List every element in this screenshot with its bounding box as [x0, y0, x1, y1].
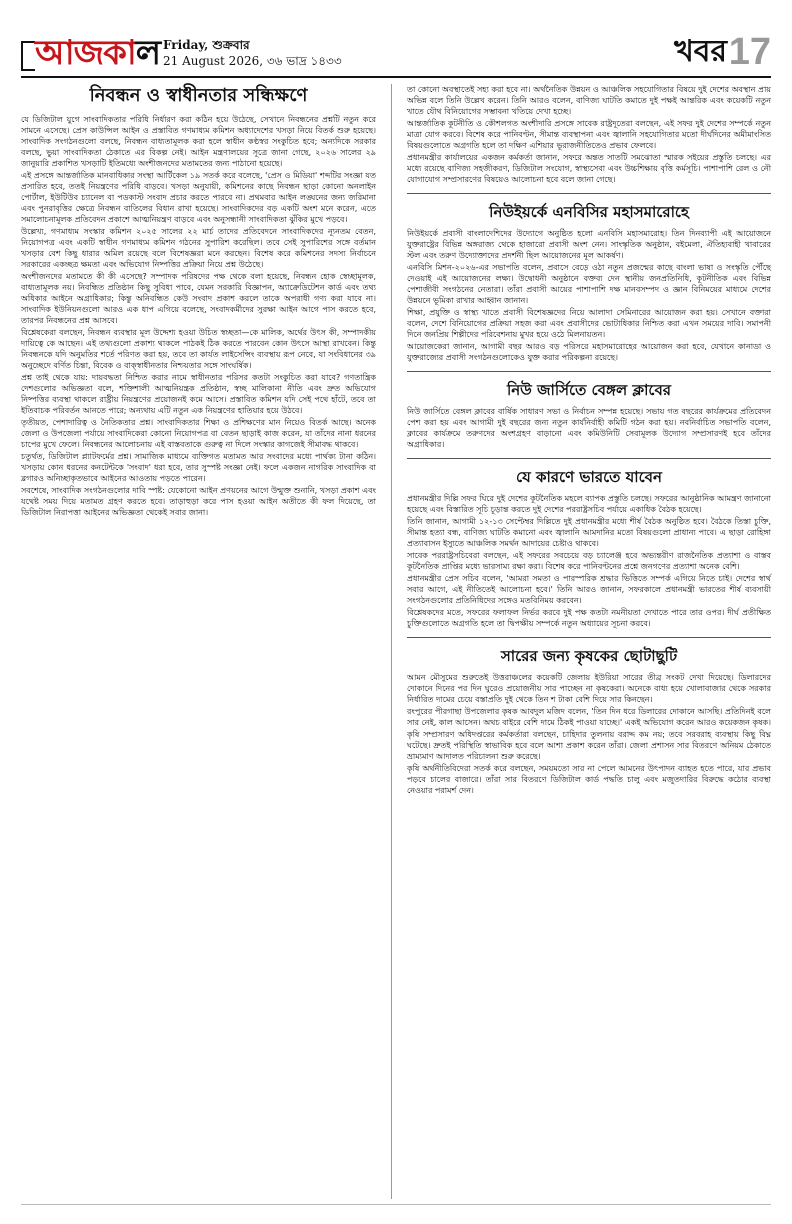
article-paragraph: উল্লেখ্য, গণমাধ্যম সংস্কার কমিশন ২০২৫ সালের ২২ মার্চ তাদের প্রতিবেদনে সাংবাদিকদের ন্যূনতম বেতন, নিয়োগপত্র এবং একটি স্বাধীন গণমাধ্যম কমিশন গঠনের সুপারিশ করেছিল। তবে সেই সুপারিশের সঙ্গে বর্তমান খসড়ার বেশ কিছু ধারার অমিল রয়েছে বলে বিশেষজ্ঞরা মনে করছেন। বিশেষ করে কমিশনের সদস্য নির্বাচনে সরকারের একচ্ছত্র ক্ষমতা এবং অভিযোগ নিষ্পত্তির প্রক্রিয়া নিয়ে প্রশ্ন উঠেছে। — [21, 227, 376, 269]
logo-text: আজকাল — [35, 33, 161, 73]
article-body — [407, 228, 771, 363]
article-paragraph: সবশেষে, সাংবাদিক সংগঠনগুলোর দাবি স্পষ্ট: যেকোনো আইন প্রণয়নের আগে উন্মুক্ত শুনানি, খসড়া প্রকাশ এবং যথেষ্ট সময় দিয়ে মতামত গ্রহণ করতে হবে। তাড়াহুড়া করে পাস হওয়া আইন অতীতে কী ফল দিয়েছে, তা ডিজিটাল নিরাপত্তা আইনের অভিজ্ঞতা থেকেই সবার জানা। — [21, 486, 376, 517]
logo-frame — [21, 41, 35, 71]
article-paragraph: বিশ্লেষকেরা বলছেন, নিবন্ধন ব্যবস্থার মূল উদ্দেশ্য হওয়া উচিত স্বচ্ছতা—কে মালিক, অর্থের উৎস কী, সম্পাদকীয় দায়িত্বে কে আছেন। এই তথ্যগুলো প্রকাশ্য থাকলে পাঠকই ঠিক করতে পারবেন কোন উৎসে আস্থা রাখবেন। কিন্তু নিবন্ধনকে যদি অনুমতির শর্তে পরিণত করা হয়, তবে তা কার্যত লাইসেন্সিং ব্যবস্থায় রূপ নেবে, যা সংবিধানের ৩৯ অনুচ্ছেদে বর্ণিত চিন্তা, বিবেক ও বাক্‌স্বাধীনতার নিশ্চয়তার সঙ্গে সাংঘর্ষিক। — [21, 328, 376, 370]
issue-day: Friday, শুক্রবার — [163, 38, 250, 52]
article-paragraph: নিউইয়র্কে প্রবাসী বাংলাদেশিদের উদ্যোগে অনুষ্ঠিত হলো এনবিসি মহাসমারোহ। তিন দিনব্যাপী এই আয়োজনে যুক্তরাষ্ট্রের বিভিন্ন অঙ্গরাজ্য থেকে হাজারো প্রবাসী অংশ নেন। সাংস্কৃতিক অনুষ্ঠান, বইমেলা, ঐতিহ্যবাহী খাবারের স্টল এবং তরুণ উদ্যোক্তাদের প্রদর্শনী ছিল আয়োজনের মূল আকর্ষণ। — [407, 229, 771, 260]
article-headline[interactable]: যে কারণে ভারতে যাবেন — [516, 468, 662, 486]
dateline — [163, 37, 342, 69]
article-body — [407, 493, 771, 629]
article-headline[interactable]: নিউ জার্সিতে বেঙ্গল ক্লাবের — [506, 381, 672, 399]
article-paragraph: তৃতীয়ত, পেশাদারিত্ব ও নৈতিকতার প্রশ্ন। সাংবাদিকতার শিক্ষা ও প্রশিক্ষণের মান নিয়েও বিতর্ক আছে। অনেক জেলা ও উপজেলা পর্যায়ে সাংবাদিকেরা কোনো নিয়োগপত্র বা বেতন ছাড়াই কাজ করেন, যা তাঁদের নানা ধরনের চাপের মুখে ফেলে। নিবন্ধনের আলোচনায় এই বাস্তবতাকে গুরুত্ব না দিলে সংস্কার কাগজেই সীমাবদ্ধ থাকবে। — [21, 418, 376, 449]
article-paragraph: এই প্রসঙ্গে আন্তর্জাতিক মানবাধিকার সংস্থা আর্টিকেল ১৯ সতর্ক করে বলেছে, 'প্রেস ও মিডিয়া' শব্দটির সংজ্ঞা যত প্রসারিত হবে, ততই নিয়ন্ত্রণের পরিধি বাড়বে। খসড়া অনুযায়ী, কমিশনের কাছে নিবন্ধন ছাড়া কোনো অনলাইন পোর্টাল, ইউটিউব চ্যানেল বা পডকাস্ট সংবাদ প্রচার করতে পারবে না। প্রথমবার আইন লঙ্ঘনের জন্য জরিমানা এবং পুনরাবৃত্তির ক্ষেত্রে নিবন্ধন বাতিলের বিধান রাখা হয়েছে। সাংবাদিকদের বড় একটি অংশ মনে করেন, এতে সমালোচনামূলক প্রতিবেদন প্রকাশে আত্মনিয়ন্ত্রণ বাড়বে এবং অনুসন্ধানী সাংবাদিকতা ঝুঁকির মুখে পড়বে। — [21, 171, 376, 224]
article-body — [21, 114, 376, 518]
section-rule — [407, 193, 771, 194]
article-paragraph: আন্তর্জাতিক কূটনীতি ও কৌশলগত অংশীদারি প্রসঙ্গে সাবেক রাষ্ট্রদূতেরা বলছেন, এই সফর দুই দেশের সম্পর্কে নতুন মাত্রা যোগ করবে। বিশেষ করে পানিবণ্টন, সীমান্ত ব্যবস্থাপনা এবং জ্বালানি সহযোগিতার মতো দীর্ঘদিনের অমীমাংসিত বিষয়গুলোতে অগ্রগতি হলে তা দক্ষিণ এশিয়ার ভূরাজনীতিতেও প্রভাব ফেলবে। — [407, 119, 771, 150]
article-paragraph: আমন মৌসুমের শুরুতেই উত্তরাঞ্চলের কয়েকটি জেলায় ইউরিয়া সারের তীব্র সংকট দেখা দিয়েছে। ডিলারদের দোকানে দিনের পর দিন ঘুরেও প্রয়োজনীয় সার পাচ্ছেন না কৃষকেরা। অনেকে বাধ্য হয়ে খোলাবাজার থেকে সরকার নির্ধারিত দামের চেয়ে বস্তাপ্রতি দুই থেকে তিন শ টাকা বেশি দিয়ে সার কিনছেন। — [407, 673, 771, 704]
article-paragraph: কৃষি অর্থনীতিবিদেরা সতর্ক করে বলছেন, সময়মতো সার না পেলে আমনের উৎপাদন ব্যাহত হতে পারে, যার প্রভাব পড়বে চালের বাজারে। তাঁরা সার বিতরণে ডিজিটাল কার্ড পদ্ধতি চালু এবং মজুতদারির বিরুদ্ধে কঠোর ব্যবস্থা নেওয়ার পরামর্শ দেন। — [407, 764, 771, 795]
masthead-rule — [21, 76, 771, 78]
article-paragraph: তিনি জানান, আগামী ১২-১৩ সেপ্টেম্বর দিল্লিতে দুই প্রধানমন্ত্রীর মধ্যে শীর্ষ বৈঠক অনুষ্ঠিত হবে। বৈঠকে তিস্তা চুক্তি, সীমান্ত হত্যা বন্ধ, বাণিজ্য ঘাটতি কমানো এবং জ্বালানি আমদানির মতো বিষয়গুলো প্রাধান্য পাবে। এ ছাড়া রোহিঙ্গা প্রত্যাবাসন ইস্যুতে আঞ্চলিক সমর্থন আদায়ের চেষ্টাও থাকবে। — [407, 517, 771, 548]
article-headline[interactable]: সারের জন্য কৃষকের ছোটাছুটি — [500, 647, 678, 665]
article-paragraph: অংশীজনদের মতামতে কী কী এসেছে? সম্পাদক পরিষদের পক্ষ থেকে বলা হয়েছে, নিবন্ধন হোক স্বেচ্ছামূলক, বাধ্যতামূলক নয়। নিবন্ধিত প্রতিষ্ঠান কিছু সুবিধা পাবে, যেমন সরকারি বিজ্ঞাপন, অ্যাক্রেডিটেশন কার্ড এবং তথ্য অধিকার আইনে অগ্রাধিকার; কিন্তু অনিবন্ধিত কেউ সংবাদ প্রকাশ করলে তাকে অপরাধী গণ্য করা যাবে না। সাংবাদিক ইউনিয়নগুলো আরও এক ধাপ এগিয়ে বলেছে, সংবাদকর্মীদের সুরক্ষা আইন আগে পাস করতে হবে, তারপর নিবন্ধনের প্রশ্ন আসবে। — [21, 272, 376, 325]
article-paragraph: বিশ্লেষকদের মতে, সফরের ফলাফল নির্ভর করবে দুই পক্ষ কতটা নমনীয়তা দেখাতে পারে তার ওপর। দীর্ঘ প্রতীক্ষিত চুক্তিগুলোতে অগ্রগতি হলে তা দ্বিপক্ষীয় সম্পর্কে নতুন অধ্যায়ের সূচনা করবে। — [407, 608, 771, 628]
article-paragraph: শিক্ষা, প্রযুক্তি ও স্বাস্থ্য খাতে প্রবাসী বিশেষজ্ঞদের নিয়ে আলাদা সেমিনারের আয়োজন করা হয়। সেখানে বক্তারা বলেন, দেশে বিনিয়োগের প্রক্রিয়া সহজ করা এবং প্রবাসীদের ভোটাধিকার নিশ্চিত করা এখন সময়ের দাবি। সমাপনী দিনে জনপ্রিয় শিল্পীদের পরিবেশনায় মুখর হয়ে ওঠে মিলনায়তন। — [407, 308, 771, 339]
article-paragraph: নিউ জার্সিতে বেঙ্গল ক্লাবের বার্ষিক সাধারণ সভা ও নির্বাচন সম্পন্ন হয়েছে। সভায় গত বছরের কার্যক্রমের প্রতিবেদন পেশ করা হয় এবং আগামী দুই বছরের জন্য নতুন কার্যনির্বাহী কমিটি গঠন করা হয়। নবনির্বাচিত সভাপতি বলেন, ক্লাবের কার্যক্রমে তরুণদের অংশগ্রহণ বাড়ানো এবং কমিউনিটি সেবামূলক উদ্যোগ সম্প্রসারণই হবে তাঁদের অগ্রাধিকার। — [407, 407, 771, 449]
page-number: 17 — [728, 31, 771, 73]
issue-date: 21 August 2026, ৩৬ ভাদ্র ১৪৩৩ — [163, 54, 342, 68]
continued-story — [407, 84, 771, 185]
article-headline[interactable]: নিউইয়র্কে এনবিসির মহাসমারোহে — [489, 203, 689, 221]
masthead — [21, 33, 771, 75]
article-body — [407, 406, 771, 450]
article-paragraph: আয়োজকেরা জানান, আগামী বছর আরও বড় পরিসরে মহাসমারোহের আয়োজন করা হবে, যেখানে কানাডা ও যুক্তরাজ্যের প্রবাসী সংগঠনগুলোকেও যুক্ত করার পরিকল্পনা রয়েছে। — [407, 342, 771, 362]
right-column — [407, 84, 771, 797]
article-paragraph: যে ডিজিটাল যুগে সাংবাদিকতার পরিধি নির্ধারণ করা কঠিন হয়ে উঠেছে, সেখানে নিবন্ধনের প্রশ্নটি নতুন করে সামনে এসেছে। প্রেস কাউন্সিল আইন ও প্রস্তাবিত গণমাধ্যম কমিশন অধ্যাদেশের খসড়া নিয়ে বিতর্ক শুরু হয়েছে। সাংবাদিক সংগঠনগুলো বলছে, নিবন্ধন বাধ্যতামূলক করা হলে স্বাধীন কণ্ঠস্বর সংকুচিত হবে; অন্যদিকে সরকার বলছে, ভুয়া সাংবাদিকতা ঠেকাতে এর বিকল্প নেই। আইন মন্ত্রণালয়ের সূত্রে জানা গেছে, ২০২৬ সালের ২৯ জানুয়ারি প্রকাশিত খসড়াটি ইতিমধ্যে অংশীজনদের মতামতের জন্য পাঠানো হয়েছে। — [21, 115, 376, 168]
section-name: খবর — [674, 34, 727, 69]
article-paragraph: তা কোনো অবস্থাতেই সহ্য করা হবে না। অর্থনৈতিক উন্নয়ন ও আঞ্চলিক সহযোগিতার বিষয়ে দুই দেশের অবস্থান প্রায় অভিন্ন বলে তিনি উল্লেখ করেন। তিনি আরও বলেন, বাণিজ্য ঘাটতি কমাতে দুই পক্ষই আন্তরিক এবং কয়েকটি নতুন খাতে যৌথ বিনিয়োগের সম্ভাবনা খতিয়ে দেখা হচ্ছে। — [407, 85, 771, 116]
footer-rule — [21, 1204, 771, 1205]
article-paragraph: সাবেক পররাষ্ট্রসচিবেরা বলছেন, এই সফরের সবচেয়ে বড় চ্যালেঞ্জ হবে অভ্যন্তরীণ রাজনৈতিক প্রত্যাশা ও বাস্তব কূটনৈতিক প্রাপ্তির মধ্যে ভারসাম্য রক্ষা করা। বিশেষ করে পানিবণ্টনের প্রশ্নে জনগণের প্রত্যাশা অনেক বেশি। — [407, 551, 771, 571]
section-rule — [407, 637, 771, 638]
article-paragraph: প্রশ্ন তাই থেকে যায়: দায়বদ্ধতা নিশ্চিত করার নামে স্বাধীনতার পরিসর কতটা সংকুচিত করা যাবে? গণতান্ত্রিক দেশগুলোর অভিজ্ঞতা বলে, শক্তিশালী আত্মনিয়ন্ত্রক প্রতিষ্ঠান, স্বচ্ছ মালিকানা নীতি এবং দ্রুত অভিযোগ নিষ্পত্তির ব্যবস্থা থাকলে রাষ্ট্রীয় নিয়ন্ত্রণের প্রয়োজনই কমে আসে। প্রস্তাবিত কমিশন যদি সেই পথে হাঁটে, তবে তা ইতিবাচক পরিবর্তন আনতে পারে; অন্যথায় এটি নতুন এক নিয়ন্ত্রণের হাতিয়ার হয়ে উঠবে। — [21, 373, 376, 415]
newspaper-logo[interactable] — [21, 33, 161, 73]
column-divider — [391, 84, 392, 1199]
article-paragraph: এনবিসি মিশন-২০২৬-এর সভাপতি বলেন, প্রবাসে বেড়ে ওঠা নতুন প্রজন্মের কাছে বাংলা ভাষা ও সংস্কৃতি পৌঁছে দেওয়াই এই আয়োজনের লক্ষ্য। উদ্বোধনী অনুষ্ঠানে বক্তব্য দেন স্থানীয় জনপ্রতিনিধি, কূটনীতিক এবং বিভিন্ন পেশাজীবী সংগঠনের নেতারা। তাঁরা প্রবাসী আয়ের পাশাপাশি দক্ষ মানবসম্পদ ও জ্ঞান বিনিময়ের মাধ্যমে দেশের উন্নয়নে ভূমিকা রাখার আহ্বান জানান। — [407, 263, 771, 305]
article-body — [407, 672, 771, 796]
section-rule — [407, 371, 771, 372]
left-column — [21, 84, 376, 519]
section-rule — [407, 458, 771, 459]
article-paragraph: চতুর্থত, ডিজিটাল প্ল্যাটফর্মের প্রশ্ন। সামাজিক মাধ্যমে ব্যক্তিগত মতামত আর সংবাদের মধ্যে পার্থক্য টানা কঠিন। খসড়ায় কোন ধরনের কনটেন্টকে 'সংবাদ' ধরা হবে, তার সুস্পষ্ট সংজ্ঞা নেই। ফলে একজন নাগরিক সাংবাদিক বা ব্লগারও অনিচ্ছাকৃতভাবে আইনের আওতায় পড়তে পারেন। — [21, 452, 376, 483]
article-paragraph: রংপুরের পীরগাছা উপজেলার কৃষক আবদুল মজিদ বলেন, 'তিন দিন ধরে ডিলারের দোকানে আসছি। প্রতিদিনই বলে সার নেই, কাল আসেন। অথচ বাইরে বেশি দামে ঠিকই পাওয়া যাচ্ছে।' একই অভিযোগ করেন আরও কয়েকজন কৃষক। — [407, 707, 771, 727]
article-paragraph: প্রধানমন্ত্রীর প্রেস সচিব বলেন, 'আমরা সমতা ও পারস্পরিক শ্রদ্ধার ভিত্তিতে সম্পর্ক এগিয়ে নিতে চাই। দেশের স্বার্থ সবার আগে, এই নীতিতেই আলোচনা হবে।' তিনি আরও জানান, সফরকালে প্রধানমন্ত্রী ভারতের শীর্ষ ব্যবসায়ী সংগঠনগুলোর প্রতিনিধিদের সঙ্গেও মতবিনিময় করবেন। — [407, 574, 771, 605]
article-headline[interactable]: নিবন্ধন ও স্বাধীনতার সন্ধিক্ষণে — [89, 85, 308, 106]
article-paragraph: প্রধানমন্ত্রীর কার্যালয়ের একজন কর্মকর্তা জানান, সফরে অন্তত সাতটি সমঝোতা স্মারক সইয়ের প্রস্তুতি চলছে। এর মধ্যে রয়েছে বাণিজ্য সহজীকরণ, ডিজিটাল সংযোগ, স্বাস্থ্যসেবা এবং উচ্চশিক্ষায় বৃত্তি কর্মসূচি। পাশাপাশি রেল ও নৌ যোগাযোগ সম্প্রসারণের বিষয়েও আলোচনা হবে বলে জানা গেছে। — [407, 153, 771, 184]
article-paragraph: কৃষি সম্প্রসারণ অধিদপ্তরের কর্মকর্তারা বলছেন, চাহিদার তুলনায় বরাদ্দ কম নয়; তবে সরবরাহ ব্যবস্থায় কিছু বিঘ্ন ঘটেছে। দ্রুতই পরিস্থিতি স্বাভাবিক হবে বলে আশা প্রকাশ করেন তাঁরা। জেলা প্রশাসন সার বিতরণে অনিয়ম ঠেকাতে ভ্রাম্যমাণ আদালত পরিচালনা শুরু করেছে। — [407, 730, 771, 761]
article-paragraph: প্রধানমন্ত্রীর দিল্লি সফর ঘিরে দুই দেশের কূটনৈতিক মহলে ব্যাপক প্রস্তুতি চলছে। সফরের আনুষ্ঠানিক আমন্ত্রণ জানানো হয়েছে এবং বিস্তারিত সূচি চূড়ান্ত করতে দুই দেশের পররাষ্ট্রসচিব পর্যায়ে একাধিক বৈঠক হয়েছে। — [407, 494, 771, 514]
